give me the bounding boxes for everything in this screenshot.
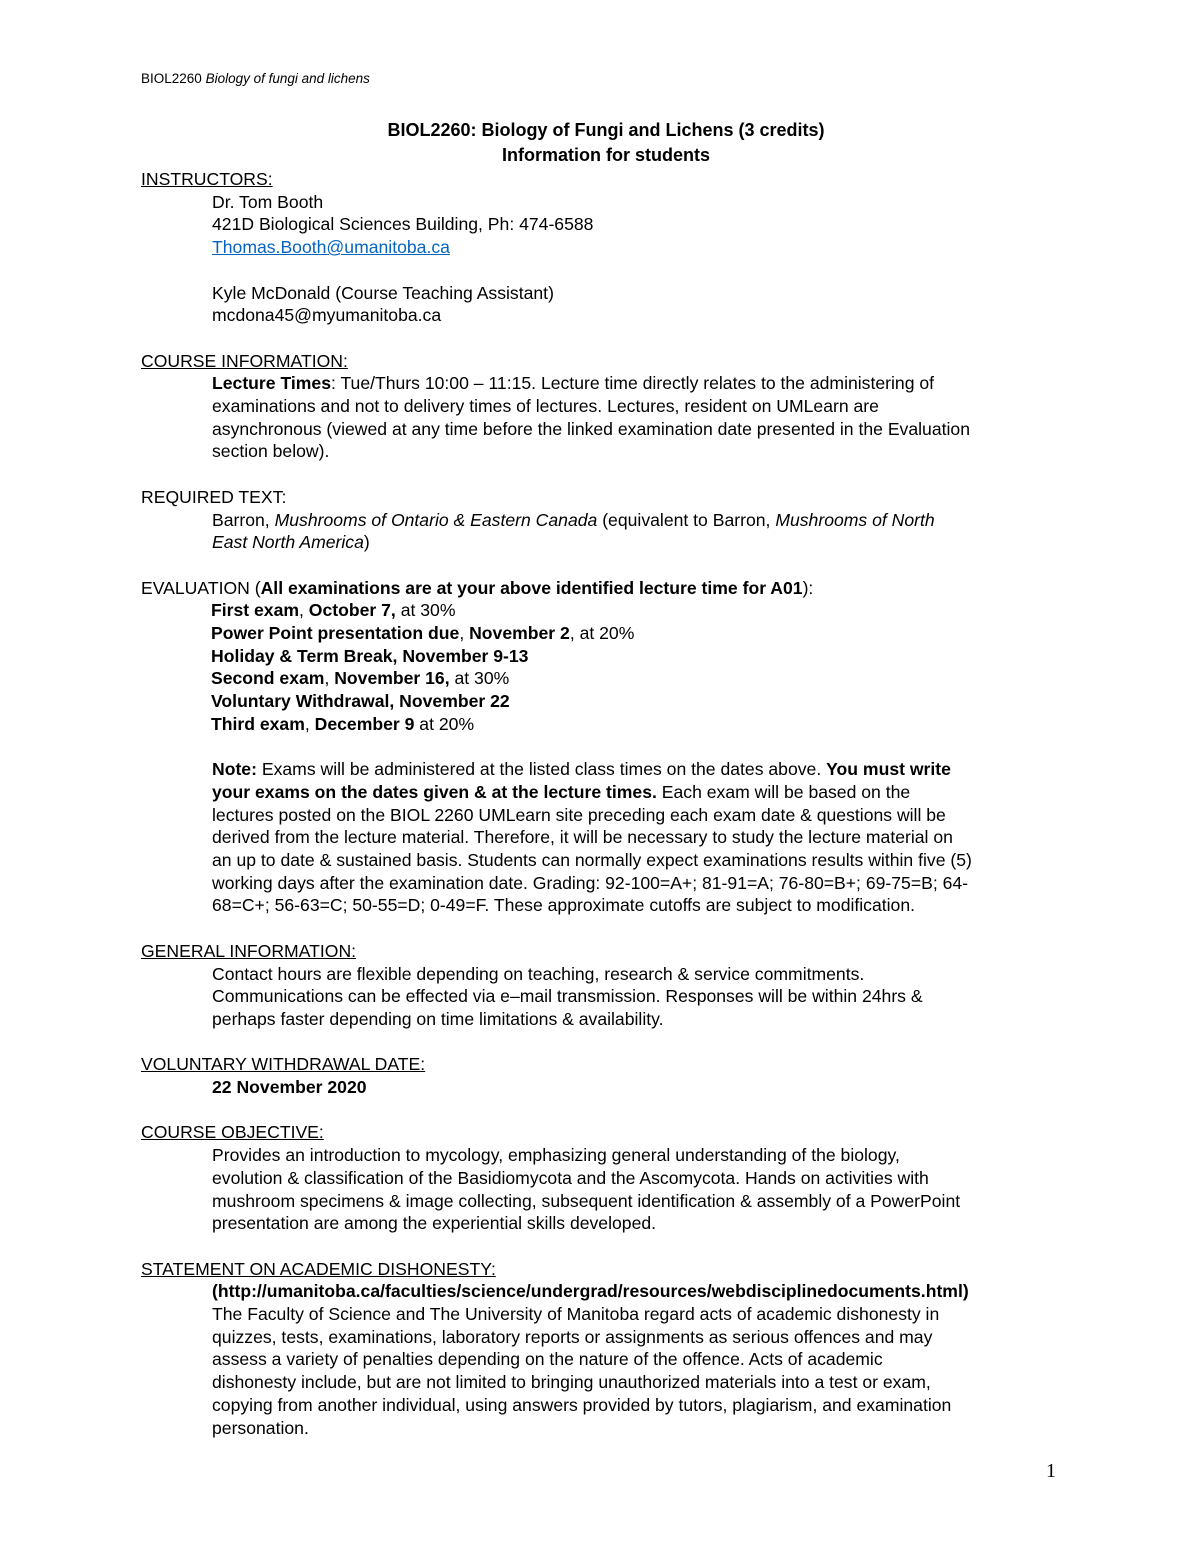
note-label: Note: [212,759,257,780]
eval-sep: , [299,600,309,621]
note-line [141,781,1071,804]
withdrawal-date: 22 November 2020 [212,1077,367,1098]
page-number: 1 [1046,1460,1056,1482]
instructor-name: Dr. Tom Booth [212,191,324,212]
eval-sep: , [324,668,335,689]
eval-item-date: November 2 [469,623,570,643]
document-body [141,118,1071,1439]
evaluation-item [141,622,1071,645]
document-subtitle: Information for students [502,145,710,165]
evaluation-item [141,713,1071,736]
required-text-line [141,509,1071,532]
required-text-alt-book-cont: East North America [212,532,364,553]
dishonesty-line: dishonesty include, but are not limited to bringing unauthorized materials into a test or exam, [212,1372,931,1393]
eval-item-name: First exam [211,600,300,621]
required-text-book: Mushrooms of Ontario & Eastern Canada [274,509,598,530]
required-text-heading: REQUIRED TEXT: [141,486,287,507]
note-emphasis: You must write [826,759,951,780]
objective-line: evolution & classification of the Basidiomycota and the Ascomycota. Hands on activities with [212,1167,929,1188]
dishonesty-line: quizzes, tests, examinations, laboratory reports or assignments as serious offences and may [212,1326,933,1347]
evaluation-item [141,667,1071,690]
objective-line: mushroom specimens & image collecting, subsequent identification & assembly of a PowerPoint [212,1190,961,1211]
withdrawal-heading: VOLUNTARY WITHDRAWAL DATE: [141,1054,426,1075]
eval-item-name: Third exam [211,713,305,734]
dishonesty-line: personation. [212,1417,309,1438]
required-text-alt-book: Mushrooms of North [775,509,935,530]
objective-line: Provides an introduction to mycology, emphasizing general understanding of the biology, [212,1145,900,1166]
eval-item-name: Voluntary Withdrawal, November 22 [211,691,510,712]
instructors-heading: INSTRUCTORS: [141,169,273,189]
instructor-email-link[interactable]: Thomas.Booth@umanitoba.ca [212,237,450,258]
document-title: BIOL2260: Biology of Fungi and Lichens (3 credits) [387,120,825,140]
required-text-mid: (equivalent to Barron, [597,509,776,530]
evaluation-heading-end: ): [802,577,814,598]
instructor-office: 421D Biological Sciences Building, Ph: 474-6588 [212,214,594,235]
eval-item-weight: at 30% [449,668,510,689]
required-text-end: ) [363,532,370,553]
eval-sep: , [459,623,470,643]
dishonesty-url: (http://umanitoba.ca/faculties/science/undergrad/resources/webdisciplinedocuments.html) [212,1281,969,1302]
ta-email: mcdona45@myumanitoba.ca [212,305,442,326]
note-line: an up to date & sustained basis. Students can normally expect examinations results within five (5) [212,850,972,871]
course-info-line: asynchronous (viewed at any time before the linked examination date presented in the Evaluation [212,418,970,439]
lecture-times-label: Lecture Times [212,373,331,394]
eval-item-date: December 9 [314,713,415,734]
eval-item-name: Holiday & Term Break, November 9-13 [211,645,529,666]
eval-item-date: October 7, [308,600,396,621]
dishonesty-heading: STATEMENT ON ACADEMIC DISHONESTY: [141,1258,496,1279]
note-line [141,758,1071,781]
course-info-text: : Tue/Thurs 10:00 – 11:15. Lecture time directly relates to the administering of [330,373,935,394]
general-info-line: perhaps faster depending on time limitations & availability. [212,1008,664,1029]
evaluation-heading-bold: All examinations are at your above identified lecture time for A01 [260,577,803,598]
note-line: working days after the examination date. Grading: 92-100=A+; 81-91=A; 76-80=B+; 69-75=B; 64- [212,872,969,893]
dishonesty-line: The Faculty of Science and The University of Manitoba regard acts of academic dishonesty in [212,1304,940,1325]
evaluation-item [141,690,1071,713]
evaluation-item [141,645,1071,668]
course-info-heading: COURSE INFORMATION: [141,350,348,371]
required-text-author: Barron, [212,509,275,530]
note-emphasis: your exams on the dates given & at the lecture times. [212,781,657,802]
dishonesty-line: assess a variety of penalties depending on the nature of the offence. Acts of academic [212,1349,883,1370]
running-header [141,70,370,88]
instructors-section [141,168,1071,191]
general-info-line: Communications can be effected via e–mail transmission. Responses will be within 24hrs & [212,986,923,1007]
note-line: 68=C+; 56-63=C; 50-55=D; 0-49=F. These approximate cutoffs are subject to modification. [212,895,916,916]
evaluation-item [141,599,1071,622]
evaluation-heading-text: EVALUATION ( [141,577,261,598]
course-info-line: examinations and not to delivery times of lectures. Lectures, resident on UMLearn are [212,396,879,416]
objective-heading: COURSE OBJECTIVE: [141,1122,324,1143]
note-text: Each exam will be based on the [656,781,911,802]
header-course-title: Biology of fungi and lichens [205,71,370,86]
note-line: lectures posted on the BIOL 2260 UMLearn site preceding each exam date & questions will be [212,804,946,825]
course-info-line: section below). [212,441,330,462]
note-text: Exams will be administered at the listed class times on the dates above. [256,759,827,780]
evaluation-heading [141,577,1071,600]
eval-item-name: Power Point presentation due [211,623,460,643]
eval-item-weight: at 20% [414,713,475,734]
ta-name: Kyle McDonald (Course Teaching Assistant) [212,282,554,303]
objective-line: presentation are among the experiential skills developed. [212,1213,657,1234]
eval-item-name: Second exam [211,668,325,689]
note-line: derived from the lecture material. Therefore, it will be necessary to study the lecture material on [212,827,953,848]
general-info-line: Contact hours are flexible depending on teaching, research & service commitments. [212,963,865,984]
required-text-line [141,531,1071,554]
course-info-line [141,372,1071,395]
eval-item-weight: at 30% [395,600,456,621]
header-course-code: BIOL2260 [141,71,202,86]
general-info-heading: GENERAL INFORMATION: [141,940,357,961]
eval-item-date: November 16, [334,668,450,689]
eval-sep: , [304,713,315,734]
eval-item-weight: , at 20% [569,623,635,643]
dishonesty-line: copying from another individual, using answers provided by tutors, plagiarism, and examination [212,1394,952,1415]
